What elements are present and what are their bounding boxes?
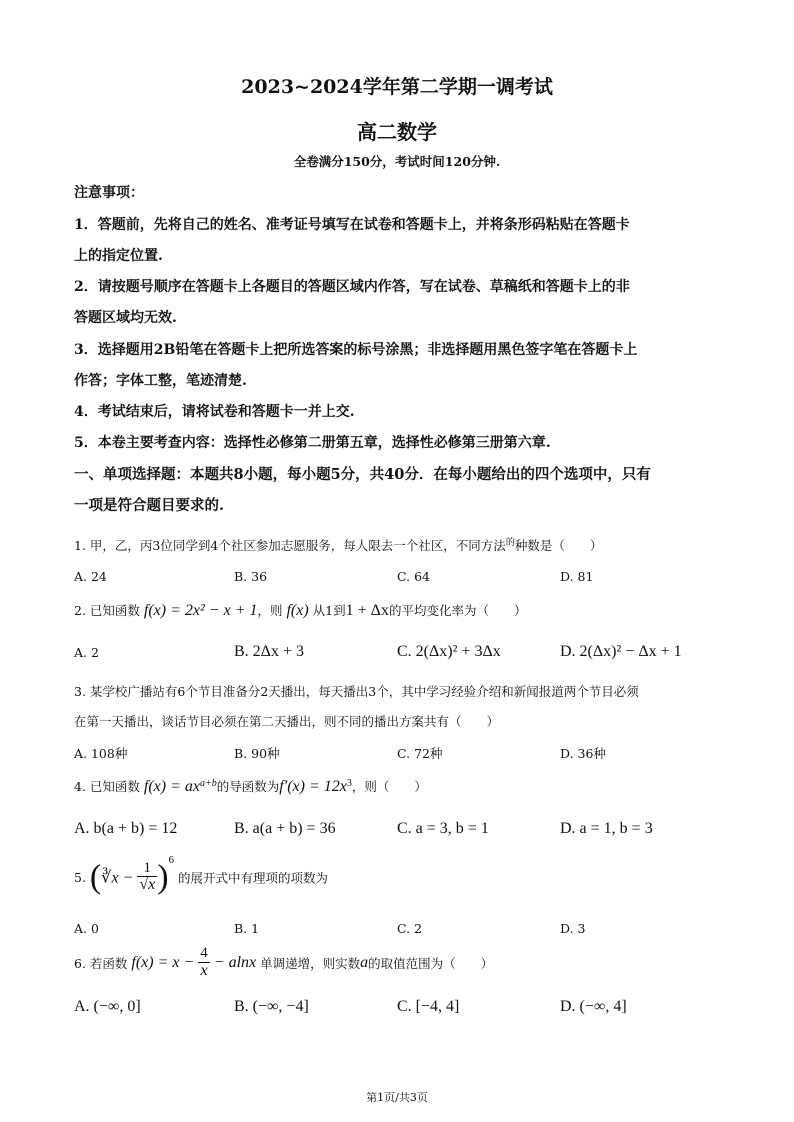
q5-number: 5. <box>74 870 86 885</box>
q3-option-b: B. 90种 <box>234 746 280 761</box>
note-line: 4．考试结束后，请将试卷和答题卡一并上交. <box>74 404 355 420</box>
question-6 <box>74 946 493 990</box>
q6-function-a: f(x) = x − <box>131 953 195 971</box>
q1-option-b: B. 36 <box>234 569 268 584</box>
note-line: 作答；字体工整，笔迹清楚. <box>74 373 247 389</box>
q6-option-d: D. (−∞, 4] <box>560 998 627 1015</box>
note-line: 答题区域均无效. <box>74 310 177 326</box>
exam-subject: 高二数学 <box>357 120 437 144</box>
q6-function-b: − alnx <box>213 953 257 971</box>
q4-mid: 的导函数为 <box>216 779 280 794</box>
q4-option-d: D. a = 1, b = 3 <box>560 820 653 837</box>
q1-option-a: A. 24 <box>74 569 107 584</box>
question-2 <box>74 601 526 620</box>
q6-frac-num: 4 <box>200 945 208 961</box>
q6-option-b: B. (−∞, −4] <box>234 998 309 1015</box>
q3-option-d: D. 36种 <box>560 746 606 761</box>
q2-pre: 2. 已知函数 <box>74 603 140 618</box>
question-5 <box>74 854 328 904</box>
q5-fraction <box>137 861 157 895</box>
q5-close-paren: ) <box>157 858 169 896</box>
q6-frac-den: x <box>200 961 208 979</box>
q5-power: 6 <box>168 854 175 866</box>
q5-tail: 的展开式中有理项的项数为 <box>178 870 329 886</box>
q2-tail: 的平均变化率为（ ） <box>388 603 527 618</box>
q5-option-c: C. 2 <box>397 921 423 936</box>
q6-tail: 的取值范围为（ ） <box>368 955 494 971</box>
note-line: 2．请按题号顺序在答题卡上各题目的答题区域内作答，写在试卷、草稿纸和答题卡上的非 <box>74 279 630 295</box>
q5-frac-den: √x <box>139 876 156 894</box>
notes-heading: 注意事项： <box>74 185 144 201</box>
q4-option-a: A. b(a + b) = 12 <box>74 820 178 837</box>
q2-option-b: B. 2Δx + 3 <box>234 643 304 660</box>
q6-fraction <box>198 946 210 980</box>
q4-derivative-exponent: 3 <box>346 777 352 789</box>
q1-stem: 1. 甲，乙，丙3位同学到4个社区参加志愿服务，每人限去一个社区，不同方法 <box>74 538 506 554</box>
note-line: 5．本卷主要考查内容：选择性必修第二册第五章，选择性必修第三册第六章. <box>74 435 551 451</box>
q4-pre: 4. 已知函数 <box>74 779 140 794</box>
q2-post: 从1到 <box>312 603 346 618</box>
exam-title: 2023~2024学年第二学期一调考试 <box>241 76 553 98</box>
q6-option-a: A. (−∞, 0] <box>74 998 141 1015</box>
q6-variable: a <box>360 953 369 971</box>
q2-fx: f(x) <box>286 602 309 619</box>
q6-mid: 单调递增，则实数 <box>260 955 361 971</box>
question-3-cont: 在第一天播出，谈话节目必须在第二天播出，则不同的播出方案共有（ ） <box>74 714 500 729</box>
note-line: 1．答题前，先将自己的姓名、准考证号填写在试卷和答题卡上，并将条形码粘贴在答题卡 <box>74 217 630 233</box>
q1-option-c: C. 64 <box>397 569 430 584</box>
q3-option-c: C. 72种 <box>397 746 443 761</box>
q2-mid: ，则 <box>257 603 283 618</box>
q2-interval: 1 + Δx <box>345 602 389 619</box>
question-3: 3. 某学校广播站有6个节目准备分2天播出，每天播出3个，其中学习经验介绍和新闻报道两个节目必须 <box>74 684 639 699</box>
q5-option-a: A. 0 <box>74 921 99 936</box>
q4-option-b: B. a(a + b) = 36 <box>234 820 336 837</box>
q2-option-a: A. 2 <box>74 645 99 660</box>
q2-option-c: C. 2(Δx)² + 3Δx <box>397 643 501 660</box>
note-line: 上的指定位置. <box>74 248 163 264</box>
question-4 <box>74 777 427 796</box>
q4-exponent: a+b <box>200 777 217 789</box>
q4-derivative: f′(x) = 12x <box>279 778 347 795</box>
q5-frac-num: 1 <box>137 861 157 878</box>
q2-function: f(x) = 2x² − x + 1 <box>143 602 258 619</box>
q4-tail: ，则（ ） <box>351 779 427 794</box>
q1-de: 的 <box>505 538 515 548</box>
exam-info: 全卷满分150分，考试时间120分钟. <box>293 154 501 169</box>
q5-open-paren: ( <box>89 858 102 896</box>
q1-option-d: D. 81 <box>560 569 594 584</box>
q5-option-d: D. 3 <box>560 921 586 936</box>
q3-option-a: A. 108种 <box>74 746 128 761</box>
q1-tail: 种数是（ ） <box>514 538 603 554</box>
q5-root-term: ∛x − <box>101 869 134 887</box>
q5-option-b: B. 1 <box>234 921 260 936</box>
q6-pre: 6. 若函数 <box>74 955 128 971</box>
section-heading-cont: 一项是符合题目要求的. <box>74 497 225 514</box>
q4-option-c: C. a = 3, b = 1 <box>397 820 489 837</box>
q6-option-c: C. [−4, 4] <box>397 998 460 1015</box>
q4-function: f(x) = ax <box>143 778 200 795</box>
question-1 <box>74 535 602 554</box>
q2-option-d: D. 2(Δx)² − Δx + 1 <box>560 643 682 660</box>
note-line: 3．选择题用2B铅笔在答题卡上把所选答案的标号涂黑；非选择题用黑色签字笔在答题卡上 <box>74 342 638 358</box>
page-number: 第1页/共3页 <box>366 1091 428 1104</box>
section-heading: 一、单项选择题：本题共8小题，每小题5分，共40分．在每小题给出的四个选项中，只有 <box>74 466 651 483</box>
